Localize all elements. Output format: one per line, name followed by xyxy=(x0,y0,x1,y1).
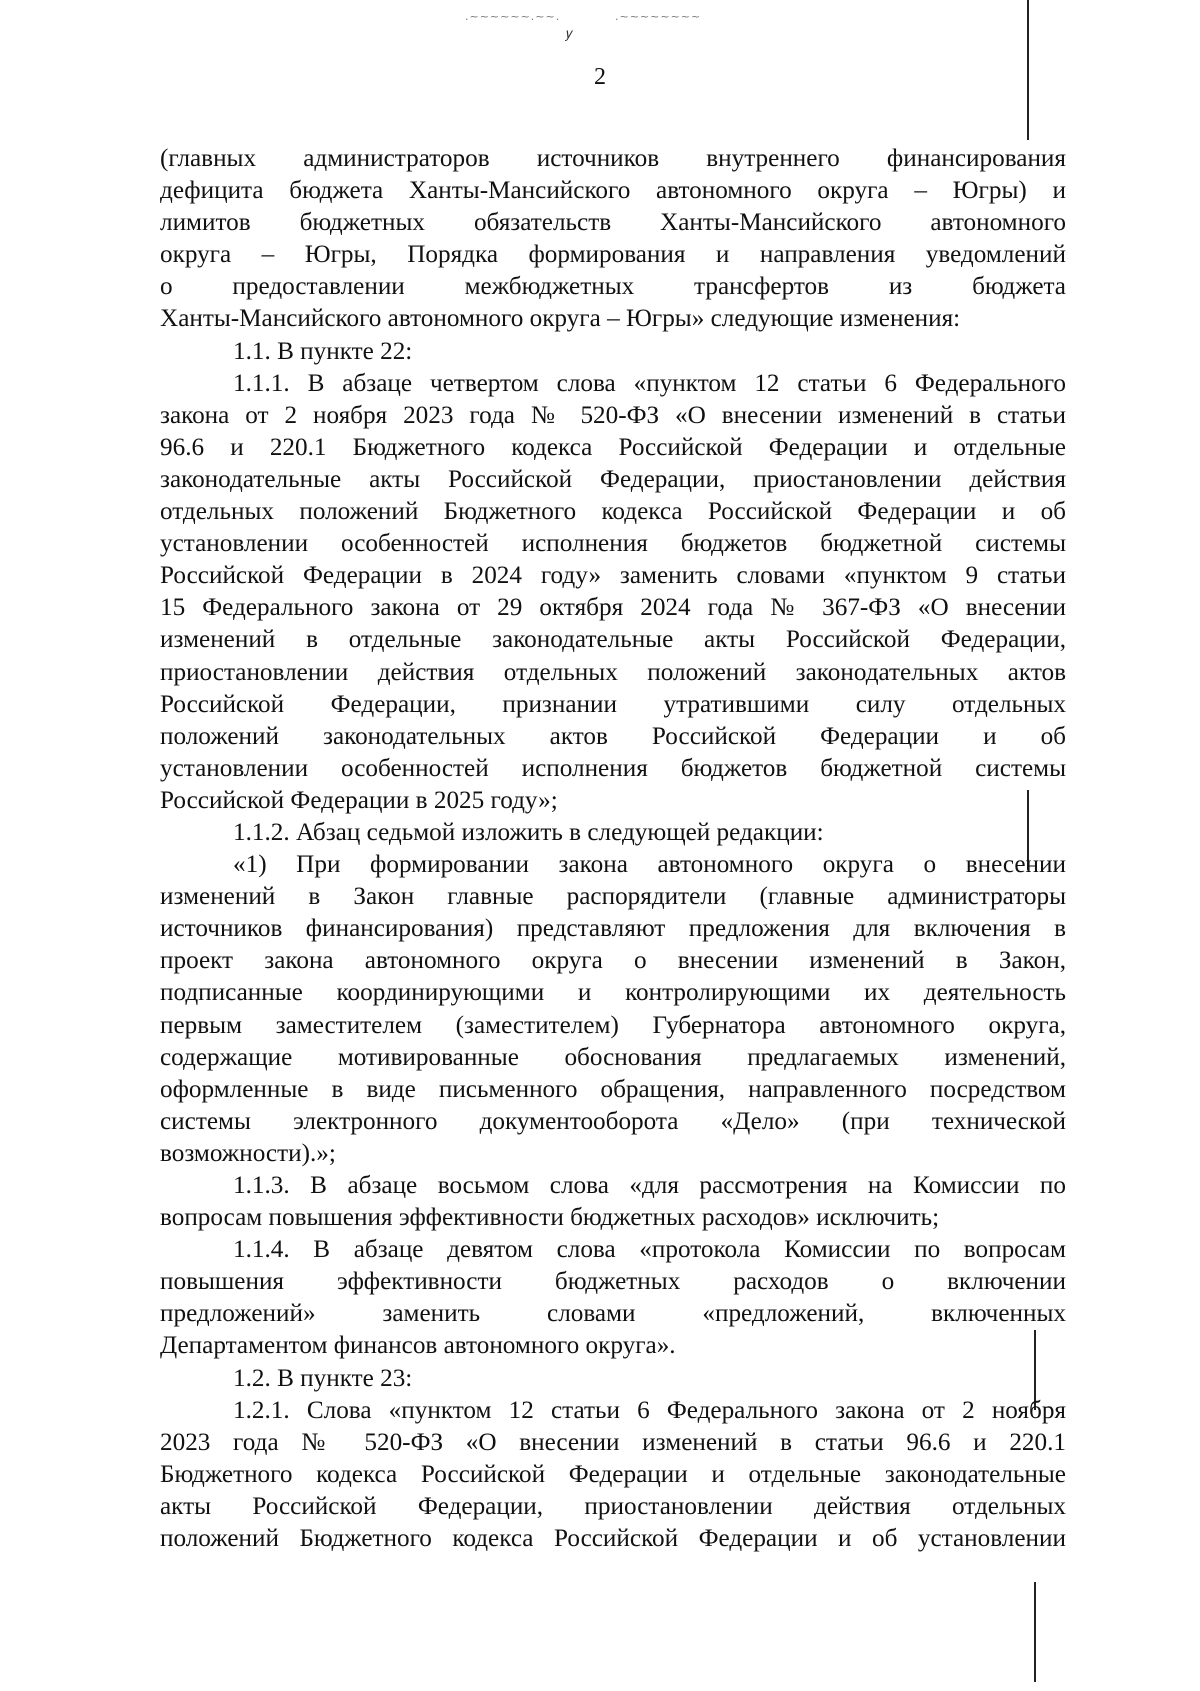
text-line: вопросам повышения эффективности бюджетных расходов» исключить; xyxy=(160,1204,940,1232)
text-line: закона от 2 ноября 2023 года № 520-ФЗ «О внесении изменений в статьи xyxy=(160,401,1066,429)
text-line: законодательные акты Российской Федерации, приостановлении действия xyxy=(160,465,1066,493)
page-number: 2 xyxy=(594,64,606,90)
text-line: положений законодательных актов Российской Федерации и об xyxy=(160,722,1066,750)
text-line: положений Бюджетного кодекса Российской Федерации и об установлении xyxy=(160,1525,1066,1553)
text-line: 1.2. В пункте 23: xyxy=(233,1364,413,1392)
text-line: Российской Федерации в 2025 году»; xyxy=(160,786,558,814)
text-line: акты Российской Федерации, приостановлении действия отдельных xyxy=(160,1492,1066,1520)
text-line: 1.2.1. Слова «пунктом 12 статьи 6 Федерального закона от 2 ноября xyxy=(233,1396,1066,1424)
text-line: 96.6 и 220.1 Бюджетного кодекса Российской Федерации и отдельные xyxy=(160,433,1066,461)
document-body xyxy=(160,143,1066,1555)
text-line: источников финансирования) представляют предложения для включения в xyxy=(160,915,1066,943)
text-line: лимитов бюджетных обязательств Ханты-Мансийского автономного xyxy=(160,209,1066,237)
text-line: 1.1. В пункте 22: xyxy=(233,337,413,365)
text-line: Российской Федерации, признании утратившими силу отдельных xyxy=(160,690,1066,718)
text-line: Российской Федерации в 2024 году» заменить словами «пунктом 9 статьи xyxy=(160,562,1066,590)
text-line: отдельных положений Бюджетного кодекса Российской Федерации и об xyxy=(160,498,1066,526)
text-line: о предоставлении межбюджетных трансфертов из бюджета xyxy=(160,273,1066,301)
scan-noise-top: .~~~~~~.~~. xyxy=(465,10,561,23)
text-line: содержащие мотивированные обоснования предлагаемых изменений, xyxy=(160,1043,1066,1071)
text-line: проект закона автономного округа о внесении изменений в Закон, xyxy=(160,947,1066,975)
text-line: возможности).»; xyxy=(160,1139,336,1167)
text-line: Ханты-Мансийского автономного округа – Югры» следующие изменения: xyxy=(160,305,961,333)
text-line: установлении особенностей исполнения бюджетов бюджетной системы xyxy=(160,754,1066,782)
text-line: 1.1.3. В абзаце восьмом слова «для рассмотрения на Комиссии по xyxy=(233,1172,1066,1199)
text-line: Бюджетного кодекса Российской Федерации и отдельные законодательные xyxy=(160,1460,1066,1488)
scan-edge-line-bottom xyxy=(1034,1582,1036,1682)
text-line: «1) При формировании закона автономного округа о внесении xyxy=(233,851,1066,879)
text-line: Департаментом финансов автономного округа». xyxy=(160,1332,676,1360)
text-line: 1.1.2. Абзац седьмой изложить в следующей редакции: xyxy=(233,818,824,846)
scan-noise-top-2: .~~~~~~~~ xyxy=(615,10,702,23)
text-line: изменений в отдельные законодательные акты Российской Федерации, xyxy=(160,626,1066,654)
text-line: установлении особенностей исполнения бюджетов бюджетной системы xyxy=(160,530,1066,558)
text-line: приостановлении действия отдельных положений законодательных актов xyxy=(160,658,1066,686)
text-line: 15 Федерального закона от 29 октября 2024 года № 367-ФЗ «О внесении xyxy=(160,594,1066,622)
text-line: 2023 года № 520-ФЗ «О внесении изменений в статьи 96.6 и 220.1 xyxy=(160,1428,1066,1456)
text-line: подписанные координирующими и контролирующими их деятельность xyxy=(160,979,1066,1007)
text-line: повышения эффективности бюджетных расходов о включении xyxy=(160,1268,1066,1296)
text-line: изменений в Закон главные распорядители (главные администраторы xyxy=(160,883,1066,911)
text-line: 1.1.1. В абзаце четвертом слова «пунктом 12 статьи 6 Федерального xyxy=(233,369,1066,397)
scan-noise-mark: 𝑦 xyxy=(566,26,574,42)
text-line: системы электронного документооборота «Дело» (при технической xyxy=(160,1107,1066,1135)
text-line: дефицита бюджета Ханты-Мансийского автономного округа – Югры) и xyxy=(160,177,1066,205)
text-line: первым заместителем (заместителем) Губернатора автономного округа, xyxy=(160,1011,1066,1039)
text-line: (главных администраторов источников внутреннего финансирования xyxy=(160,145,1066,172)
text-line: 1.1.4. В абзаце девятом слова «протокола Комиссии по вопросам xyxy=(233,1236,1066,1264)
text-line: округа – Югры, Порядка формирования и направления уведомлений xyxy=(160,241,1066,269)
text-line: предложений» заменить словами «предложений, включенных xyxy=(160,1300,1066,1328)
text-line: оформленные в виде письменного обращения, направленного посредством xyxy=(160,1075,1066,1103)
